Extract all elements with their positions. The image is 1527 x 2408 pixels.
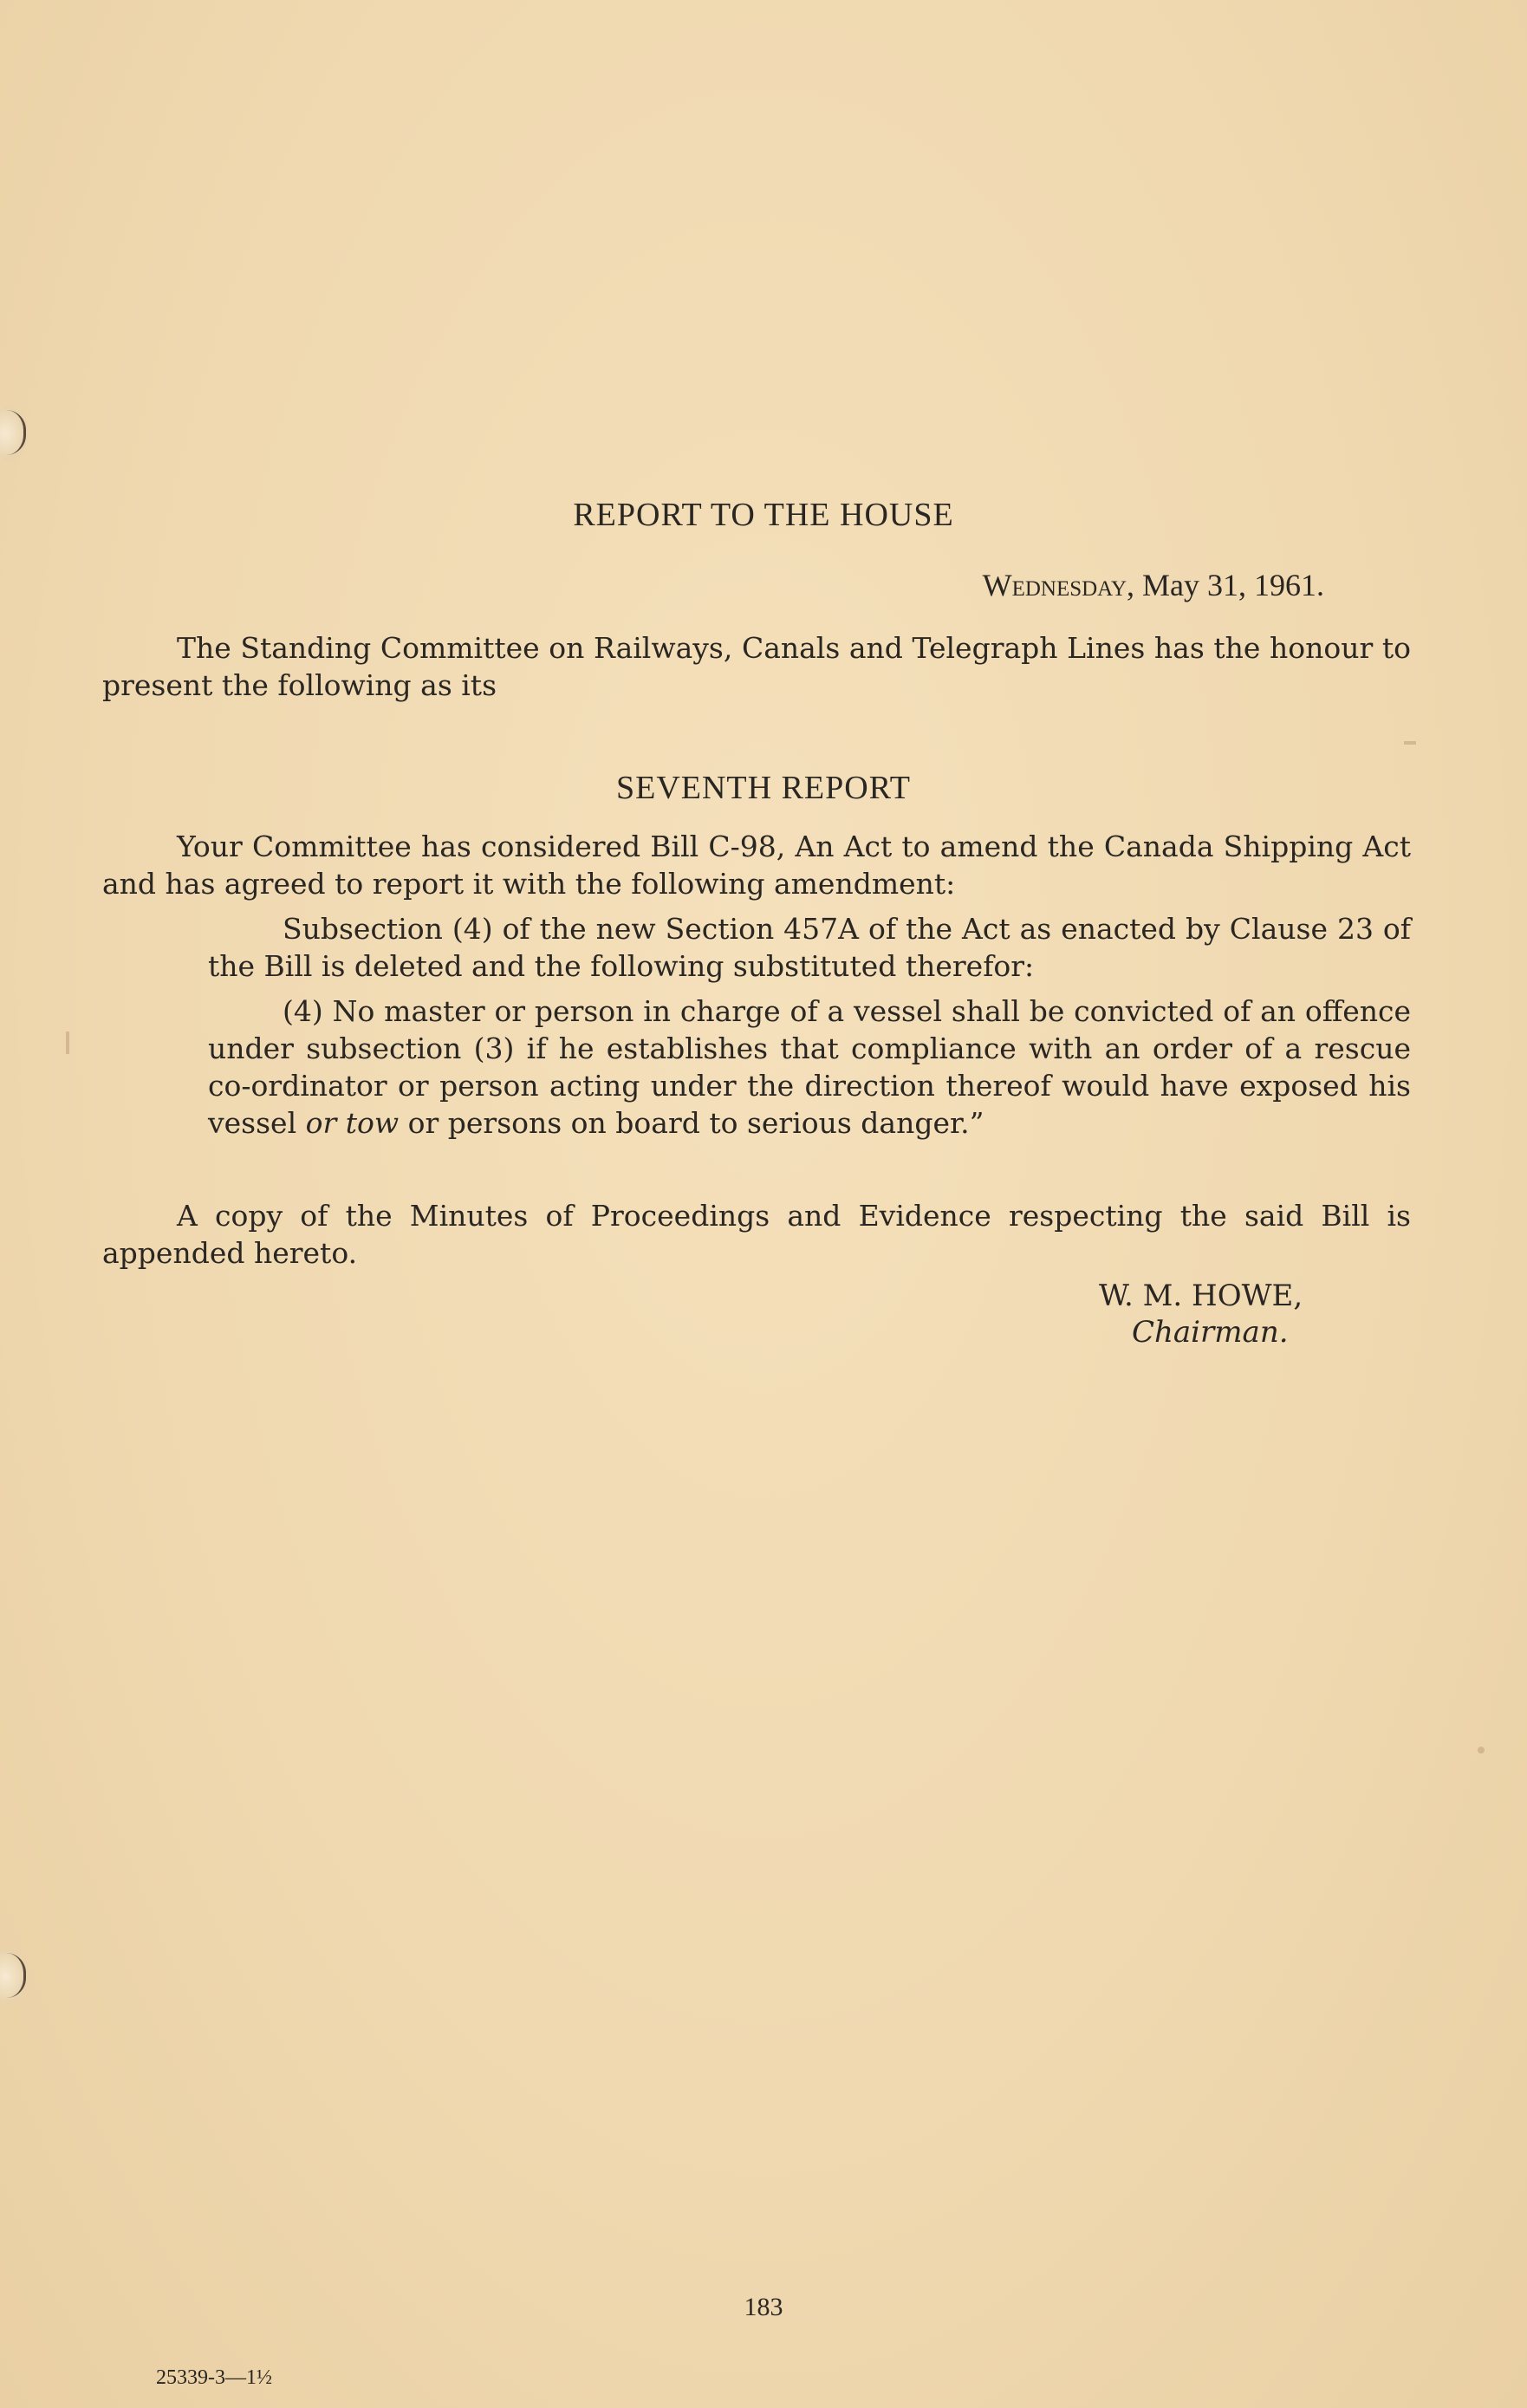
date-weekday: Wednesday, [982,568,1134,602]
body-paragraph [102,828,1411,902]
report-heading: REPORT TO THE HOUSE [573,497,954,533]
binding-hole-mark-top [0,403,29,464]
amendment-text-before: (4) No master or person in charge of a vessel shall be convicted of an offence under subsection (3) if he establishes that compliance with an order of a rescue co-ordinator or person acting under the direction thereof would have exposed his vessel [208,994,1411,1140]
signature-title: Chairman. [1132,1315,1289,1350]
amendment-intro [208,910,1411,985]
paper-fleck [1478,1747,1485,1754]
report-date [983,567,1324,603]
intro-paragraph [102,629,1411,704]
closing-paragraph [102,1197,1411,1272]
binding-hole-mark-bottom [0,1946,29,2007]
intro-paragraph-text: The Standing Committee on Railways, Canals and Telegraph Lines has the honour to present the following as its [102,631,1411,702]
signature-name: W. M. HOWE, [1099,1279,1303,1313]
paper-fleck [66,1032,69,1054]
amendment-text-after: or persons on board to serious danger.” [399,1106,984,1140]
closing-paragraph-text: A copy of the Minutes of Proceedings and Evidence respecting the said Bill is appended hereto. [102,1199,1411,1270]
report-title: SEVENTH REPORT [615,770,911,806]
date-rest: May 31, 1961. [1142,568,1324,602]
amendment-intro-text: Subsection (4) of the new Section 457A of the Act as enacted by Clause 23 of the Bill is deleted and the following substituted therefor: [208,912,1411,983]
page-number: 183 [744,2293,783,2321]
body-paragraph-text: Your Committee has considered Bill C-98, An Act to amend the Canada Shipping Act and has agreed to report it with the following amendment: [102,830,1411,901]
amendment-text [208,992,1411,1142]
footer-code: 25339-3—1½ [156,2366,272,2389]
paper-fleck [1404,741,1416,745]
amendment-text-italic: or tow [305,1106,400,1140]
